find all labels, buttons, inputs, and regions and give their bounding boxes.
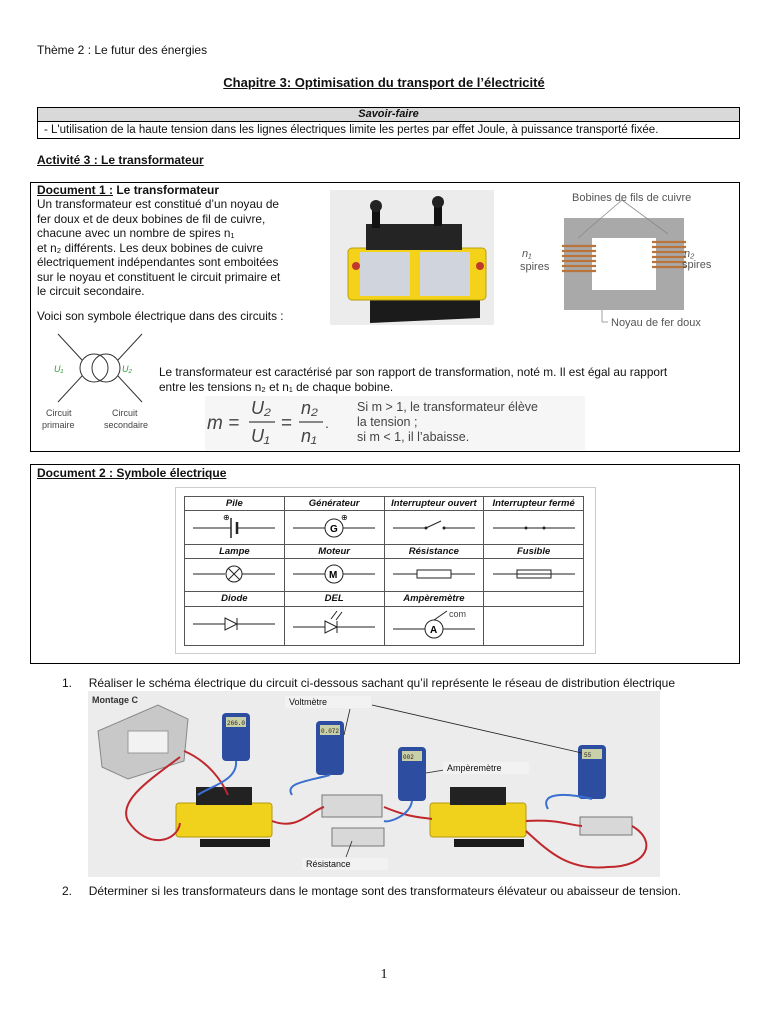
header-closed-switch: Interrupteur fermé bbox=[484, 497, 584, 511]
formula-eq: = bbox=[281, 413, 293, 434]
n1-unit: spires bbox=[520, 261, 550, 273]
meter-reading-3: 002 bbox=[403, 754, 414, 761]
formula-rule2: la tension ; bbox=[357, 415, 418, 429]
voltmeter-center bbox=[316, 721, 344, 775]
page-number: 1 bbox=[380, 967, 388, 982]
savoir-faire-text: - L'utilisation de la haute tension dans les lignes électriques limite les pertes par effet Joule, à puissance transporté fixée. bbox=[44, 124, 659, 136]
resistor-symbol-cell bbox=[384, 559, 484, 592]
open-switch-symbol-cell bbox=[384, 511, 484, 544]
symbols-grid bbox=[184, 496, 584, 646]
transformer-photo bbox=[330, 190, 494, 325]
battery-icon bbox=[189, 512, 279, 540]
doc1-line: fer doux et de deux bobines de fil de cuivre, bbox=[37, 211, 266, 226]
ammeter-glyph: A bbox=[429, 625, 438, 637]
desc-line: entre les tensions n₂ et n₁ de chaque bobine. bbox=[159, 379, 394, 394]
motor-icon bbox=[289, 560, 379, 588]
question-2 bbox=[62, 884, 681, 898]
header-diode: Diode bbox=[185, 592, 285, 606]
transformer-symbol bbox=[38, 330, 158, 435]
header-motor: Moteur bbox=[284, 544, 384, 558]
formula-rule1: Si m > 1, le transformateur élève bbox=[357, 400, 538, 414]
voltmeter-left bbox=[222, 713, 250, 761]
lamp-symbol-cell bbox=[185, 559, 285, 592]
ammeter-icon bbox=[389, 607, 479, 641]
doc1-line: électriquement indépendantes sont emboitées bbox=[37, 255, 279, 269]
voltmeter-right bbox=[578, 745, 606, 799]
ammeter-label: Ampèremètre bbox=[443, 762, 529, 774]
savoir-faire-heading: Savoir-faire bbox=[38, 108, 739, 122]
secondary-label-1: Circuit bbox=[112, 408, 138, 418]
pile-symbol-cell bbox=[185, 511, 285, 544]
formula-dot: . bbox=[325, 415, 329, 431]
closed-switch-symbol-cell bbox=[484, 511, 584, 544]
ratio-formula-svg bbox=[205, 396, 585, 450]
activity-title: Activité 3 : Le transformateur bbox=[37, 153, 204, 167]
meter-reading-2: 0.072 bbox=[321, 728, 340, 735]
header-led: DEL bbox=[284, 592, 384, 606]
led-symbol-cell bbox=[284, 606, 384, 645]
transformer-description bbox=[159, 365, 729, 394]
primary-label-1: Circuit bbox=[46, 408, 72, 418]
formula-m: m = bbox=[207, 413, 240, 434]
meter-reading-1: 266.0 bbox=[227, 720, 246, 727]
formula-rule3: si m < 1, il l’abaisse. bbox=[357, 430, 470, 444]
document1-title-label: Document 1 : bbox=[37, 183, 114, 197]
transformer-diagram-svg bbox=[518, 186, 728, 332]
header-generator: Générateur bbox=[284, 497, 384, 511]
generator-symbol-cell bbox=[284, 511, 384, 544]
open-switch-icon bbox=[389, 512, 479, 540]
led-icon bbox=[289, 607, 379, 641]
u1-label: U₁ bbox=[54, 364, 64, 374]
voltmeter-label: Voltmètre bbox=[285, 696, 371, 708]
fuse-icon bbox=[489, 560, 579, 588]
n2-unit: spires bbox=[682, 259, 712, 271]
diode-icon bbox=[189, 607, 279, 641]
q2-text: Déterminer si les transformateurs dans le montage sont des transformateurs élévateur ou abaisseur de tension. bbox=[88, 884, 681, 898]
ammeter-device bbox=[398, 747, 426, 801]
doc1-line: et n₂ différents. Les deux bobines de cuivre bbox=[37, 240, 264, 255]
formula-n2: n₂ bbox=[301, 398, 318, 418]
montage-title: Montage C bbox=[92, 695, 138, 705]
ratio-formula bbox=[205, 396, 585, 450]
header-empty bbox=[484, 592, 584, 606]
ammeter-symbol-cell bbox=[384, 606, 484, 645]
empty-cell bbox=[484, 606, 584, 645]
document1-text bbox=[37, 197, 315, 299]
primary-label-2: primaire bbox=[42, 420, 75, 430]
q1-text: Réaliser le schéma électrique du circuit ci-dessous sachant qu’il représente le réseau de distribution électrique bbox=[88, 676, 675, 690]
header-ammeter: Ampèremètre bbox=[384, 592, 484, 606]
motor-glyph: M bbox=[329, 569, 338, 581]
transformer-photo-image bbox=[330, 190, 494, 325]
generator-icon bbox=[289, 512, 379, 540]
resistance-label: Résistance bbox=[302, 858, 388, 870]
montage-photo bbox=[88, 691, 660, 877]
header-open-switch: Interrupteur ouvert bbox=[384, 497, 484, 511]
motor-symbol-cell bbox=[284, 559, 384, 592]
secondary-label-2: secondaire bbox=[104, 420, 149, 430]
formula-n1: n₁ bbox=[301, 426, 317, 446]
montage-photo-svg bbox=[88, 691, 660, 877]
resistor-icon bbox=[389, 560, 479, 588]
document1-title-rest: Le transformateur bbox=[113, 183, 220, 197]
lamp-icon bbox=[189, 560, 279, 588]
svg-text:⊕: ⊕ bbox=[223, 513, 231, 523]
question-1 bbox=[62, 676, 675, 690]
watermark-text: com bbox=[448, 609, 466, 620]
formula-u2: U₂ bbox=[251, 398, 271, 418]
generator-glyph: G bbox=[330, 524, 338, 536]
chapter-title: Chapitre 3: Optimisation du transport de l’électricité bbox=[223, 75, 545, 90]
n1-label: n₁ bbox=[522, 248, 532, 260]
document2-title: Document 2 : Symbole électrique bbox=[37, 466, 227, 480]
header-pile: Pile bbox=[185, 497, 285, 511]
doc1-line: chacune avec un nombre de spires n₁ bbox=[37, 226, 235, 240]
core-label: Noyau de fer doux bbox=[611, 317, 701, 329]
desc-line: Le transformateur est caractérisé par son rapport de transformation, noté m. Il est égal au rapport bbox=[159, 365, 668, 379]
q1-number: 1. bbox=[62, 676, 73, 690]
symbols-table bbox=[175, 487, 596, 654]
fuse-symbol-cell bbox=[484, 559, 584, 592]
formula-u1: U₁ bbox=[251, 426, 270, 446]
theme-header: Thème 2 : Le futur des énergies bbox=[37, 43, 208, 57]
doc1-line: Un transformateur est constitué d’un noyau de bbox=[37, 197, 279, 211]
doc1-line: sur le noyau et constituent le circuit primaire et bbox=[37, 269, 281, 284]
symbol-intro: Voici son symbole électrique dans des circuits : bbox=[37, 309, 284, 323]
document1-title bbox=[37, 183, 219, 197]
doc1-line: le circuit secondaire. bbox=[37, 284, 145, 298]
diode-symbol-cell bbox=[185, 606, 285, 645]
header-lamp: Lampe bbox=[185, 544, 285, 558]
savoir-faire-box bbox=[37, 107, 740, 139]
header-resistor: Résistance bbox=[384, 544, 484, 558]
header-fuse: Fusible bbox=[484, 544, 584, 558]
transformer-symbol-svg bbox=[38, 330, 158, 435]
transformer-diagram bbox=[518, 186, 728, 332]
closed-switch-icon bbox=[489, 512, 579, 540]
q2-number: 2. bbox=[62, 884, 73, 898]
n2-label: n₂ bbox=[684, 248, 695, 260]
svg-text:⊕: ⊕ bbox=[341, 513, 348, 523]
meter-reading-4: 55 bbox=[584, 752, 592, 759]
u2-label: U₂ bbox=[122, 364, 132, 374]
coils-label: Bobines de fils de cuivre bbox=[572, 192, 692, 204]
